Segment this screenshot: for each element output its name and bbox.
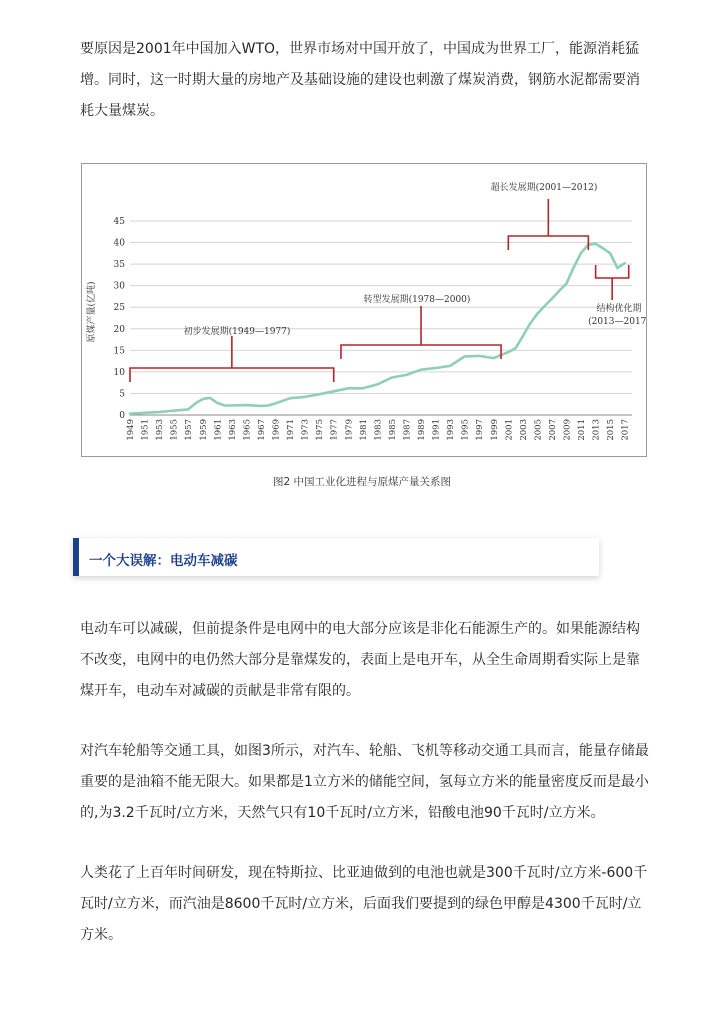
paragraph-battery: 人类花了上百年时间研发，现在特斯拉、比亚迪做到的电池也就是300千瓦时/立方米-600千瓦时/立方米，而汽油是8600千瓦时/立方米，后面我们要提到的绿色甲醇是4300千瓦时/立方米。 <box>80 865 648 943</box>
section-heading <box>73 538 599 576</box>
x-tick-label-1995: 1995 <box>460 419 471 441</box>
section-accent-bar <box>73 538 79 576</box>
x-tick-label-1971: 1971 <box>286 419 297 441</box>
x-tick-label-1957: 1957 <box>184 419 195 441</box>
x-tick-label-2001: 2001 <box>504 419 515 441</box>
annotation-label-3: 结构优化期 <box>596 304 642 314</box>
section-title: 一个大误解：电动车减碳 <box>89 553 238 569</box>
x-tick-label-2005: 2005 <box>533 419 544 441</box>
y-tick-label-10: 10 <box>113 367 125 378</box>
x-tick-label-1985: 1985 <box>387 419 398 441</box>
x-tick-label-2013: 2013 <box>591 419 602 441</box>
x-tick-label-1991: 1991 <box>431 419 442 441</box>
x-tick-label-2011: 2011 <box>577 419 588 441</box>
x-tick-label-1951: 1951 <box>140 419 151 441</box>
x-tick-label-1981: 1981 <box>358 419 369 441</box>
x-tick-label-1983: 1983 <box>373 419 384 441</box>
annotation-sublabel-3: (2013—2017) <box>588 317 646 327</box>
annotation-label-1: 转型发展期(1978—2000) <box>363 295 471 305</box>
annotation-label-2: 超长发展期(2001—2012) <box>490 183 598 193</box>
x-tick-label-1997: 1997 <box>475 419 486 441</box>
x-tick-label-2017: 2017 <box>620 419 631 441</box>
x-tick-label-1975: 1975 <box>315 419 326 441</box>
x-tick-label-2007: 2007 <box>547 419 558 441</box>
x-tick-label-1949: 1949 <box>126 419 136 441</box>
paragraph-ev-carbon: 电动车可以减碳，但前提条件是电网中的电大部分应该是非化石能源生产的。如果能源结构不改变，电网中的电仍然大部分是靠煤发的，表面上是电开车，从全生命周期看实际上是靠煤开车，电动车对减碳的贡献是非常有限的。 <box>80 621 640 699</box>
x-tick-label-1953: 1953 <box>155 419 166 441</box>
y-tick-label-30: 30 <box>113 281 125 292</box>
x-tick-label-1969: 1969 <box>271 419 282 441</box>
x-tick-label-1963: 1963 <box>227 419 238 441</box>
y-tick-label-40: 40 <box>113 238 125 249</box>
x-tick-label-1977: 1977 <box>329 419 340 441</box>
x-tick-label-1959: 1959 <box>198 419 209 441</box>
intro-paragraph: 要原因是2001年中国加入WTO，世界市场对中国开放了，中国成为世界工厂，能源消耗猛增。同时，这一时期大量的房地产及基础设施的建设也刺激了煤炭消费，钢筋水泥都需要消耗大量煤炭。 <box>80 41 640 119</box>
x-tick-label-1961: 1961 <box>213 419 224 441</box>
x-tick-label-1967: 1967 <box>256 419 267 441</box>
x-tick-label-1955: 1955 <box>169 419 180 441</box>
y-tick-label-15: 15 <box>113 346 125 357</box>
x-tick-label-1999: 1999 <box>489 419 500 441</box>
annotation-label-0: 初步发展期(1949—1977) <box>183 327 291 337</box>
x-axis-ticks <box>126 419 631 441</box>
y-tick-label-35: 35 <box>113 260 125 271</box>
x-tick-label-2003: 2003 <box>518 419 529 441</box>
y-axis-ticks <box>114 217 126 421</box>
x-tick-label-1987: 1987 <box>402 419 413 441</box>
coal-production-chart <box>81 163 647 457</box>
x-tick-label-1993: 1993 <box>446 419 457 441</box>
y-tick-label-0: 0 <box>119 411 125 421</box>
paragraph-energy-density: 对汽车轮船等交通工具，如图3所示，对汽车、轮船、飞机等移动交通工具而言，能量存储最重要的是油箱不能无限大。如果都是1立方米的储能空间，氢每立方米的能量密度反而是最小的,为3.2千瓦时/立方米，天然气只有10千瓦时/立方米，铅酸电池90千瓦时/立方米。 <box>80 743 649 821</box>
x-tick-label-1965: 1965 <box>242 419 253 441</box>
figure-caption: 图2 中国工业化进程与原煤产量关系图 <box>272 476 452 488</box>
chart-svg <box>82 164 646 456</box>
x-tick-label-1989: 1989 <box>417 419 428 441</box>
x-tick-label-2015: 2015 <box>606 419 617 441</box>
bracket-3 <box>596 265 629 278</box>
x-tick-label-2009: 2009 <box>562 419 573 441</box>
y-tick-label-25: 25 <box>113 303 125 314</box>
y-axis-label: 原煤产量(亿吨) <box>87 281 97 343</box>
bracket-0 <box>130 368 334 382</box>
grid-lines <box>130 221 632 415</box>
x-tick-label-1973: 1973 <box>300 419 311 441</box>
y-tick-label-5: 5 <box>119 389 125 400</box>
y-tick-label-20: 20 <box>113 324 125 335</box>
x-tick-label-1979: 1979 <box>344 419 355 441</box>
y-tick-label-45: 45 <box>113 217 125 227</box>
